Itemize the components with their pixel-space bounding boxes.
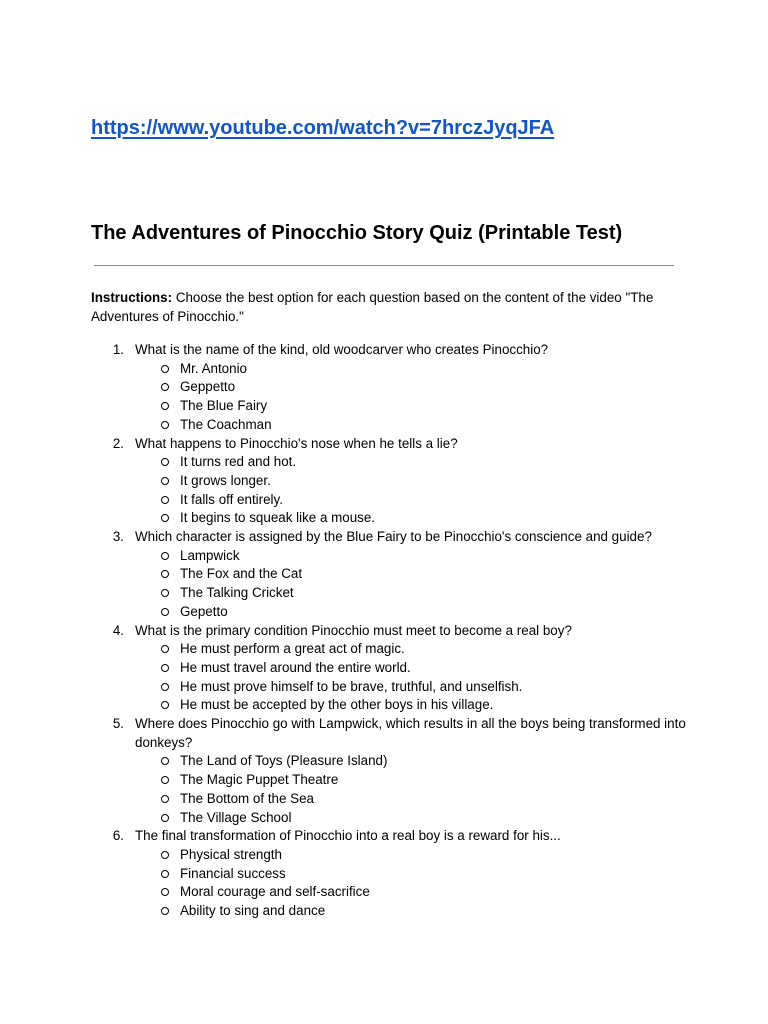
answer-options — [135, 752, 691, 827]
answer-option-text: The Talking Cricket — [180, 585, 294, 601]
answer-option-text: The Blue Fairy — [180, 398, 268, 414]
hollow-circle-bullet-icon — [161, 888, 169, 896]
answer-option-text: The Land of Toys (Pleasure Island) — [180, 753, 388, 769]
answer-option-text: Geppetto — [180, 379, 236, 395]
youtube-link[interactable]: https://www.youtube.com/watch?v=7hrczJyqJFA — [91, 117, 555, 139]
question-number: 2. — [112, 435, 124, 451]
instructions-label: Instructions: — [91, 290, 173, 305]
answer-option — [135, 865, 691, 884]
question-text: What happens to Pinocchio's nose when he tells a lie? — [135, 435, 458, 451]
hollow-circle-bullet-icon — [161, 870, 169, 878]
horizontal-divider — [94, 265, 674, 266]
answer-option-text: Mr. Antonio — [180, 360, 247, 376]
hollow-circle-bullet-icon — [161, 757, 169, 765]
answer-options — [135, 547, 691, 622]
answer-option — [135, 509, 691, 528]
hollow-circle-bullet-icon — [161, 851, 169, 859]
hollow-circle-bullet-icon — [161, 683, 169, 691]
answer-option-text: Lampwick — [180, 547, 240, 563]
hollow-circle-bullet-icon — [161, 701, 169, 709]
hollow-circle-bullet-icon — [161, 814, 169, 822]
question-number: 1. — [112, 342, 124, 357]
answer-option — [135, 659, 691, 678]
answer-option-text: Gepetto — [180, 603, 228, 619]
question-number: 6. — [112, 828, 124, 844]
question-text: What is the name of the kind, old woodcarver who creates Pinocchio? — [135, 342, 549, 357]
question-number: 4. — [112, 622, 124, 638]
answer-options — [135, 640, 691, 715]
answer-option — [135, 472, 691, 491]
answer-option — [135, 790, 691, 809]
hollow-circle-bullet-icon — [161, 458, 169, 466]
instructions-paragraph — [91, 288, 681, 326]
hollow-circle-bullet-icon — [161, 421, 169, 429]
question-list — [91, 341, 691, 921]
question-number: 3. — [112, 529, 124, 545]
hollow-circle-bullet-icon — [161, 552, 169, 560]
hollow-circle-bullet-icon — [161, 645, 169, 653]
question-text: Which character is assigned by the Blue Fairy to be Pinocchio's conscience and guide? — [135, 529, 652, 545]
answer-option — [135, 809, 691, 828]
answer-option-text: He must travel around the entire world. — [180, 659, 411, 675]
hollow-circle-bullet-icon — [161, 365, 169, 373]
question-item — [91, 622, 691, 716]
answer-option — [135, 883, 691, 902]
answer-option — [135, 584, 691, 603]
question-text: The final transformation of Pinocchio into a real boy is a reward for his... — [135, 828, 561, 844]
answer-option-text: The Village School — [180, 809, 292, 825]
question-item — [91, 528, 691, 622]
answer-option — [135, 771, 691, 790]
answer-option-text: The Magic Puppet Theatre — [180, 772, 339, 788]
answer-option — [135, 696, 691, 715]
answer-option-text: It grows longer. — [180, 472, 271, 488]
question-number: 5. — [112, 716, 124, 732]
question-text: Where does Pinocchio go with Lampwick, which results in all the boys being transformed into donkeys? — [135, 716, 686, 750]
hollow-circle-bullet-icon — [161, 664, 169, 672]
answer-option-text: Moral courage and self-sacrifice — [180, 884, 370, 900]
answer-option-text: The Bottom of the Sea — [180, 790, 314, 806]
answer-option-text: He must be accepted by the other boys in his village. — [180, 697, 494, 713]
question-item — [91, 435, 691, 529]
hollow-circle-bullet-icon — [161, 477, 169, 485]
hollow-circle-bullet-icon — [161, 402, 169, 410]
answer-option-text: The Coachman — [180, 416, 272, 432]
answer-option-text: It turns red and hot. — [180, 454, 297, 470]
answer-option — [135, 416, 691, 435]
answer-options — [135, 360, 691, 435]
question-item — [91, 827, 691, 921]
hollow-circle-bullet-icon — [161, 383, 169, 391]
hollow-circle-bullet-icon — [161, 514, 169, 522]
answer-option — [135, 603, 691, 622]
answer-option-text: Ability to sing and dance — [180, 903, 326, 919]
answer-option — [135, 902, 691, 921]
answer-option — [135, 846, 691, 865]
answer-option-text: Physical strength — [180, 846, 282, 862]
answer-option-text: He must prove himself to be brave, truthful, and unselfish. — [180, 678, 523, 694]
answer-option — [135, 752, 691, 771]
hollow-circle-bullet-icon — [161, 589, 169, 597]
hollow-circle-bullet-icon — [161, 907, 169, 915]
question-text: What is the primary condition Pinocchio must meet to become a real boy? — [135, 622, 572, 638]
question-item — [91, 715, 691, 827]
answer-option — [135, 565, 691, 584]
answer-option-text: Financial success — [180, 865, 286, 881]
answer-option — [135, 547, 691, 566]
hollow-circle-bullet-icon — [161, 570, 169, 578]
page-title: The Adventures of Pinocchio Story Quiz (Printable Test) — [91, 222, 623, 244]
question-item — [91, 341, 691, 435]
hollow-circle-bullet-icon — [161, 776, 169, 784]
answer-options — [135, 846, 691, 921]
answer-option — [135, 491, 691, 510]
answer-option — [135, 397, 691, 416]
answer-option — [135, 360, 691, 379]
answer-options — [135, 453, 691, 528]
hollow-circle-bullet-icon — [161, 608, 169, 616]
answer-option — [135, 378, 691, 397]
answer-option — [135, 453, 691, 472]
answer-option-text: The Fox and the Cat — [180, 566, 303, 582]
hollow-circle-bullet-icon — [161, 795, 169, 803]
answer-option-text: It falls off entirely. — [180, 491, 283, 507]
instructions-text: Choose the best option for each question based on the content of the video "The Adventures of Pinocchio." — [91, 290, 654, 324]
answer-option — [135, 678, 691, 697]
answer-option-text: It begins to squeak like a mouse. — [180, 510, 376, 526]
answer-option — [135, 640, 691, 659]
hollow-circle-bullet-icon — [161, 496, 169, 504]
answer-option-text: He must perform a great act of magic. — [180, 641, 405, 657]
